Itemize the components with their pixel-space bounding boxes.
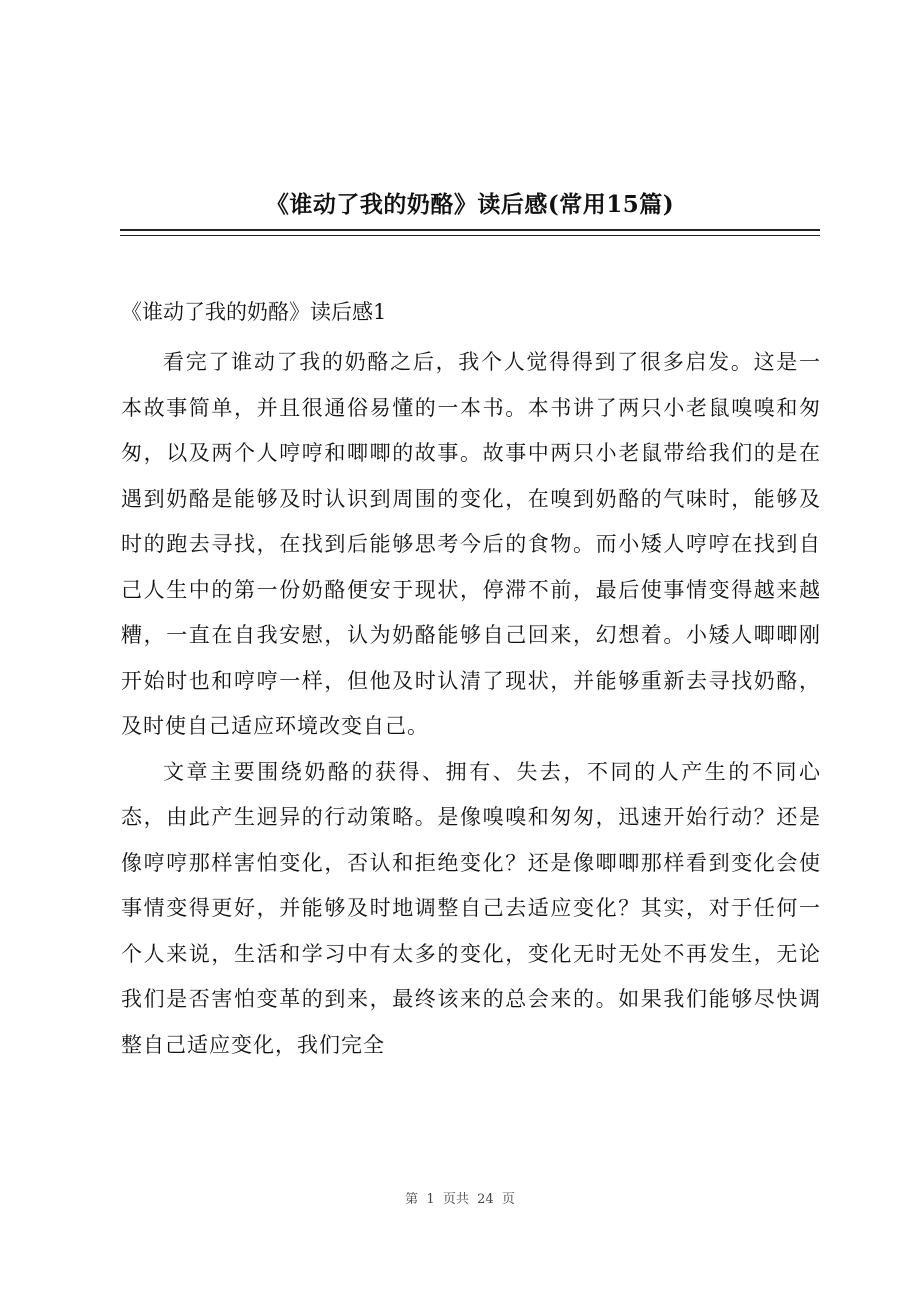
page-footer: 第 1 页共 24 页	[405, 1192, 515, 1207]
paragraph: 看完了谁动了我的奶酪之后，我个人觉得得到了很多启发。这是一本故事简单，并且很通俗易懂的一本书。本书讲了两只小老鼠嗅嗅和匆匆，以及两个人哼哼和唧唧的故事。故事中两只小老鼠带给我们的是在遇到奶酪是能够及时认识到周围的变化，在嗅到奶酪的气味时，能够及时的跑去寻找，在找到后能够思考今后的食物。而小矮人哼哼在找到自己人生中的第一份奶酪便安于现状，停滞不前，最后使事情变得越来越糟，一直在自我安慰，认为奶酪能够自己回来，幻想着。小矮人唧唧刚开始时也和哼哼一样，但他及时认清了现状，并能够重新去寻找奶酪，及时使自己适应环境改变自己。	[121, 350, 821, 738]
document-title: 《谁动了我的奶酪》读后感(常用15篇)	[265, 191, 675, 218]
body-text	[121, 340, 821, 1068]
title-double-rule	[120, 229, 820, 236]
section-heading: 《谁动了我的奶酪》读后感1	[121, 300, 387, 324]
paragraph: 文章主要围绕奶酪的获得、拥有、失去，不同的人产生的不同心态，由此产生迥异的行动策略。是像嗅嗅和匆匆，迅速开始行动？还是像哼哼那样害怕变化，否认和拒绝变化？还是像唧唧那样看到变化会使事情变得更好，并能够及时地调整自己去适应变化？其实，对于任何一个人来说，生活和学习中有太多的变化，变化无时无处不再发生，无论我们是否害怕变革的到来，最终该来的总会来的。如果我们能够尽快调整自己适应变化，我们完全	[121, 759, 821, 1057]
